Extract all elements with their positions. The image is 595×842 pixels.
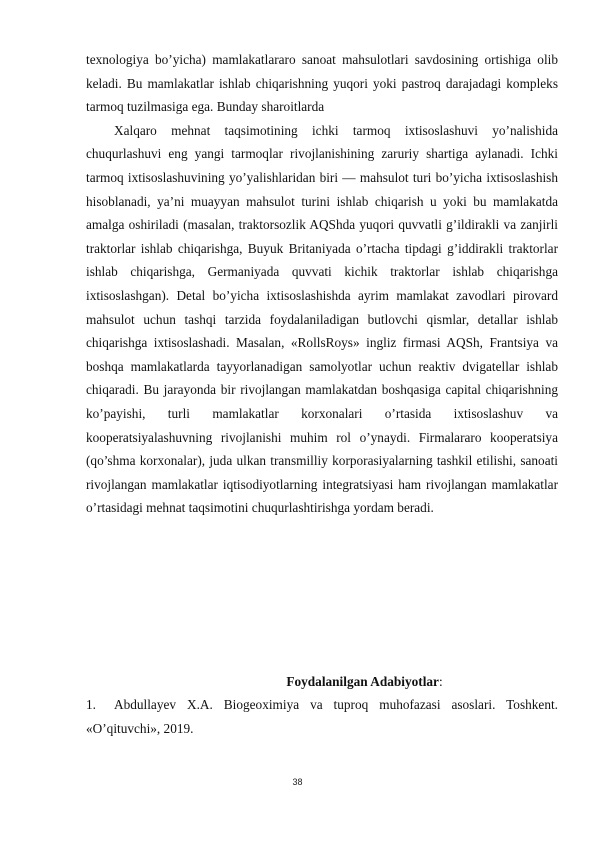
document-page xyxy=(86,48,558,741)
page-number: 38 xyxy=(292,777,303,787)
references-heading-text: Foydalanilgan Adabiyotlar xyxy=(286,673,439,689)
references-heading xyxy=(86,670,558,694)
reference-number: 1. xyxy=(86,697,96,713)
reference-text: Abdullayev X.A. Biogeoximiya va tuproq muhofazasi asoslari. Toshkent. «O’qituvchi», 2019. xyxy=(86,697,558,737)
body-paragraph-1: texnologiya bo’yicha) mamlakatlararo sanoat mahsulotlari savdosining ortishiga olib keladi. Bu mamlakatlar ishlab chiqarishning yuqori yoki pastroq darajadagi kompleks tarmoq tuzilmasiga ega. Bunday sharoitlarda xyxy=(86,52,558,115)
references-heading-colon: : xyxy=(438,673,443,689)
reference-item-1 xyxy=(86,693,558,740)
blank-space xyxy=(86,520,558,670)
body-paragraph-2: Xalqaro mehnat taqsimotining ichki tarmoq ixtisoslashuvi yo’nalishida chuqurlashuvi eng yangi tarmoqlar rivojlanishining zaruriy shartiga aylanadi. Ichki tarmoq ixtisoslashuvining yo’yalishlaridan biri — mahsulot turi bo’yicha ixtisoslashish hisoblanadi, ya’ni muayyan mahsulot turini ishlab chiqarish u yoki bu mamlakatda amalga oshiriladi (masalan, traktorsozlik AQShda yuqori quvvatli g’ildirakli va zanjirli traktorlar ishlab chiqarishga, Buyuk Britaniyada o’rtacha tipdagi g’iddirakli traktorlar ishlab chiqarishga, Germaniyada quvvati kichik traktorlar ishlab chiqarishga ixtisoslashgan). Detal bo’yicha ixtisoslashishda ayrim mamlakat zavodlari pirovard mahsulot uchun tashqi tarzida foydalaniladigan butlovchi qismlar, detallar ishlab chiqarishga ixtisoslashadi. Masalan, «RollsRoys» ingliz firmasi AQSh, Frantsiya va boshqa mamlakatlarda tayyorlanadigan samolyotlar uchun reaktiv dvigatellar ishlab chiqaradi. Bu jarayonda bir rivojlangan mamlakatdan boshqasiga capital chiqarishning ko’payishi, turli mamlakatlar korxonalari o’rtasida ixtisoslashuv va kooperatsiyalashuvning rivojlanishi muhim rol o’ynaydi. Firmalararo kooperatsiya (qo’shma korxonalar), juda ulkan transmilliy korporasiyalarning tashkil etilishi, sanoati rivojlangan mamlakatlar iqtisodiyotlarning integratsiyasi ham rivojlangan mamlakatlar o’rtasidagi mehnat taqsimotini chuqurlashtirishga yordam beradi. xyxy=(86,122,558,516)
